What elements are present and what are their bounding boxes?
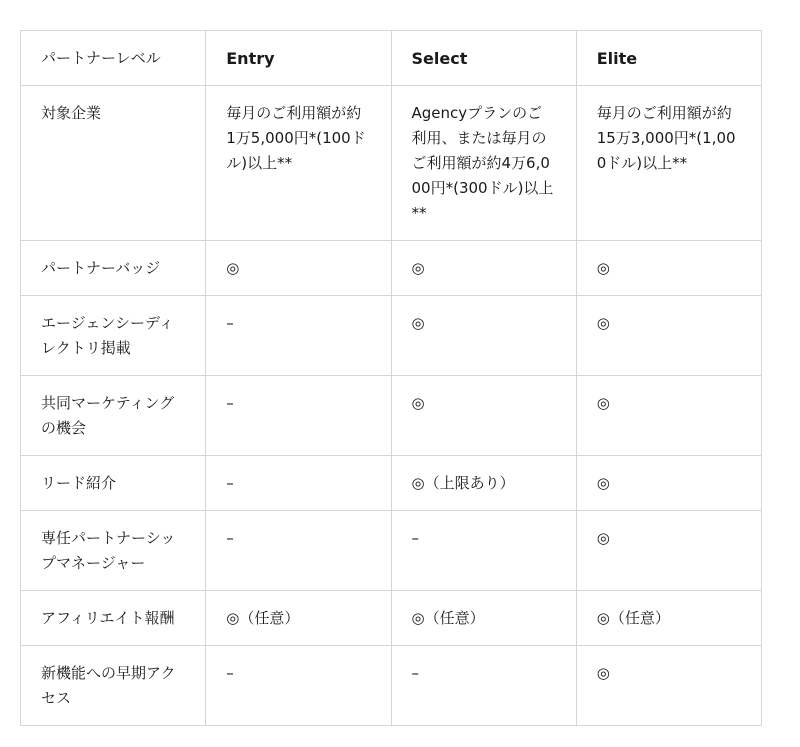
- table-row-agency-directory: [21, 296, 762, 376]
- entry-cell: ◎（任意）: [206, 591, 391, 646]
- elite-cell: ◎: [576, 376, 761, 456]
- row-label: リード紹介: [21, 456, 206, 511]
- elite-cell: ◎: [576, 296, 761, 376]
- entry-cell: –: [206, 376, 391, 456]
- elite-cell: 毎月のご利用額が約15万3,000円*(1,000ドル)以上**: [576, 86, 761, 241]
- row-label: アフィリエイト報酬: [21, 591, 206, 646]
- header-entry: Entry: [206, 31, 391, 86]
- entry-cell: 毎月のご利用額が約1万5,000円*(100ドル)以上**: [206, 86, 391, 241]
- table-row-partner-badge: [21, 241, 762, 296]
- table-row-partnership-manager: [21, 511, 762, 591]
- select-cell: ◎: [391, 241, 576, 296]
- row-label: 専任パートナーシップマネージャー: [21, 511, 206, 591]
- header-select: Select: [391, 31, 576, 86]
- table-header-row: [21, 31, 762, 86]
- select-cell: ◎: [391, 376, 576, 456]
- elite-cell: ◎: [576, 456, 761, 511]
- select-cell: Agencyプランのご利用、または毎月のご利用額が約4万6,000円*(300ドル)以上**: [391, 86, 576, 241]
- header-partner-level: パートナーレベル: [21, 31, 206, 86]
- entry-cell: –: [206, 456, 391, 511]
- select-cell: ◎（上限あり）: [391, 456, 576, 511]
- table-row-co-marketing: [21, 376, 762, 456]
- header-elite: Elite: [576, 31, 761, 86]
- elite-cell: ◎: [576, 241, 761, 296]
- elite-cell: ◎: [576, 646, 761, 726]
- row-label: 対象企業: [21, 86, 206, 241]
- entry-cell: –: [206, 646, 391, 726]
- table-row-early-access: [21, 646, 762, 726]
- row-label: 共同マーケティングの機会: [21, 376, 206, 456]
- row-label: パートナーバッジ: [21, 241, 206, 296]
- elite-cell: ◎: [576, 511, 761, 591]
- table-row-target-companies: [21, 86, 762, 241]
- select-cell: ◎（任意）: [391, 591, 576, 646]
- elite-cell: ◎（任意）: [576, 591, 761, 646]
- select-cell: ◎: [391, 296, 576, 376]
- select-cell: –: [391, 646, 576, 726]
- row-label: エージェンシーディレクトリ掲載: [21, 296, 206, 376]
- table-row-lead-referral: [21, 456, 762, 511]
- entry-cell: –: [206, 296, 391, 376]
- entry-cell: –: [206, 511, 391, 591]
- entry-cell: ◎: [206, 241, 391, 296]
- table-row-affiliate-reward: [21, 591, 762, 646]
- select-cell: –: [391, 511, 576, 591]
- row-label: 新機能への早期アクセス: [21, 646, 206, 726]
- partner-level-table: [20, 30, 762, 726]
